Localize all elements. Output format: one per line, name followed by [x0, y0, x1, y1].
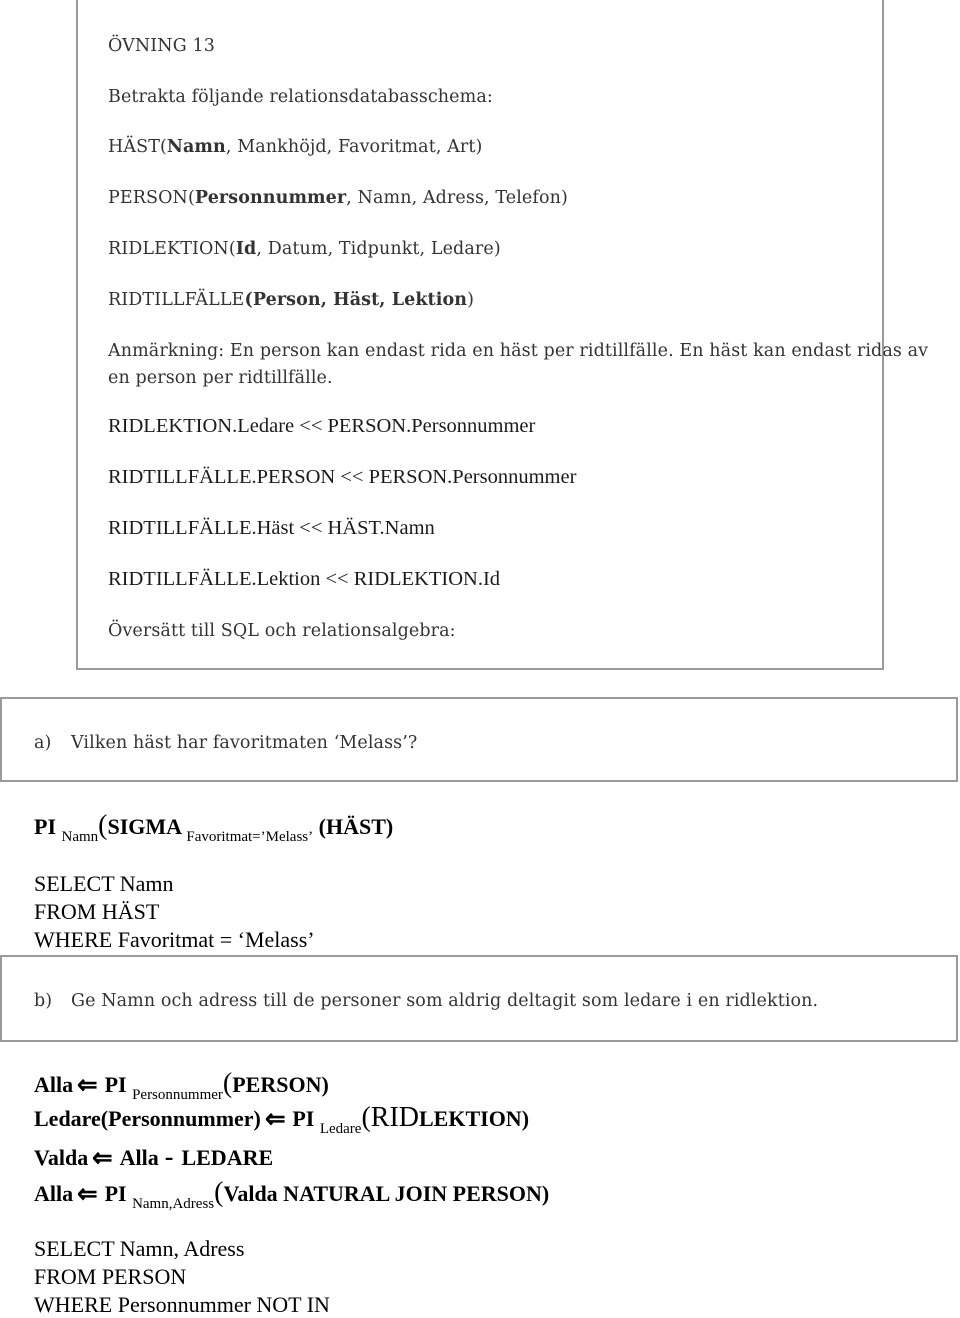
exercise-title: ÖVNING 13 [108, 36, 215, 56]
algebra-line-1: Alla ⇐ PI $_{Personnummer}$(PERSON) [34, 1068, 329, 1103]
sql-select-b: SELECT Namn, Adress [34, 1236, 245, 1261]
primary-key: (Person, Häst, Lektion [244, 290, 468, 310]
question-a-text: Vilken häst har favoritmaten ‘Melass’? [71, 733, 418, 753]
question-a-label: a) [34, 733, 52, 753]
primary-key: Personnummer [194, 188, 347, 208]
remark-line-1: Anmärkning: En person kan endast rida en häst per ridtillfälle. En häst kan endast ridas av [108, 341, 929, 361]
algebra-line-4: Alla ⇐ PI $_{Namn,Adress}$(Valda NATURAL JOIN PERSON) [34, 1177, 550, 1212]
foreign-key-2: RIDTILLFÄLLE.PERSON << PERSON.Personnummer [108, 466, 577, 488]
question-b-label: b) [34, 991, 53, 1011]
assign-arrow-icon: ⇐ [77, 1178, 98, 1209]
relation-ridlektion: RIDLEKTION(Id, Datum, Tidpunkt, Ledare) [108, 239, 501, 259]
sql-from: FROM HÄST [34, 899, 160, 924]
remark-line-2: en person per ridtillfälle. [108, 368, 333, 388]
algebra-line-3: Valda ⇐ Alla - LEDARE [34, 1142, 274, 1173]
assign-arrow-icon: ⇐ [264, 1103, 286, 1134]
primary-key: Id [235, 239, 257, 259]
foreign-key-4: RIDTILLFÄLLE.Lektion << RIDLEKTION.Id [108, 568, 501, 590]
relation-ridtillfalle: RIDTILLFÄLLE(Person, Häst, Lektion) [108, 290, 475, 310]
answer-a-algebra: PI $_{Namn}$(SIGMA $_{Favoritmat=’Melass’}$ (HÄST) [34, 810, 394, 845]
sql-from-b: FROM PERSON [34, 1264, 187, 1289]
relation-person: PERSON(Personnummer, Namn, Adress, Telefon) [108, 188, 568, 208]
primary-key: Namn [166, 137, 226, 157]
sql-where-b: WHERE Personnummer NOT IN [34, 1292, 330, 1317]
foreign-key-3: RIDTILLFÄLLE.Häst << HÄST.Namn [108, 517, 435, 539]
sql-select: SELECT Namn [34, 871, 174, 896]
foreign-key-1: RIDLEKTION.Ledare << PERSON.Personnummer [108, 415, 536, 437]
minus-operator: - [164, 1142, 174, 1171]
assign-arrow-icon: ⇐ [92, 1142, 113, 1173]
relation-hast: HÄST(Namn, Mankhöjd, Favoritmat, Art) [108, 137, 483, 157]
algebra-line-2: Ledare(Personnummer) ⇐ PI $_{Ledare}$(RIDLEKTION) [34, 1102, 530, 1137]
assign-arrow-icon: ⇐ [77, 1069, 98, 1100]
sql-where: WHERE Favoritmat = ‘Melass’ [34, 927, 315, 952]
instruction: Översätt till SQL och relationsalgebra: [108, 621, 456, 641]
schema-intro: Betrakta följande relationsdatabasschema: [108, 87, 493, 107]
question-b-text: Ge Namn och adress till de personer som aldrig deltagit som ledare i en ridlektion. [71, 991, 819, 1011]
